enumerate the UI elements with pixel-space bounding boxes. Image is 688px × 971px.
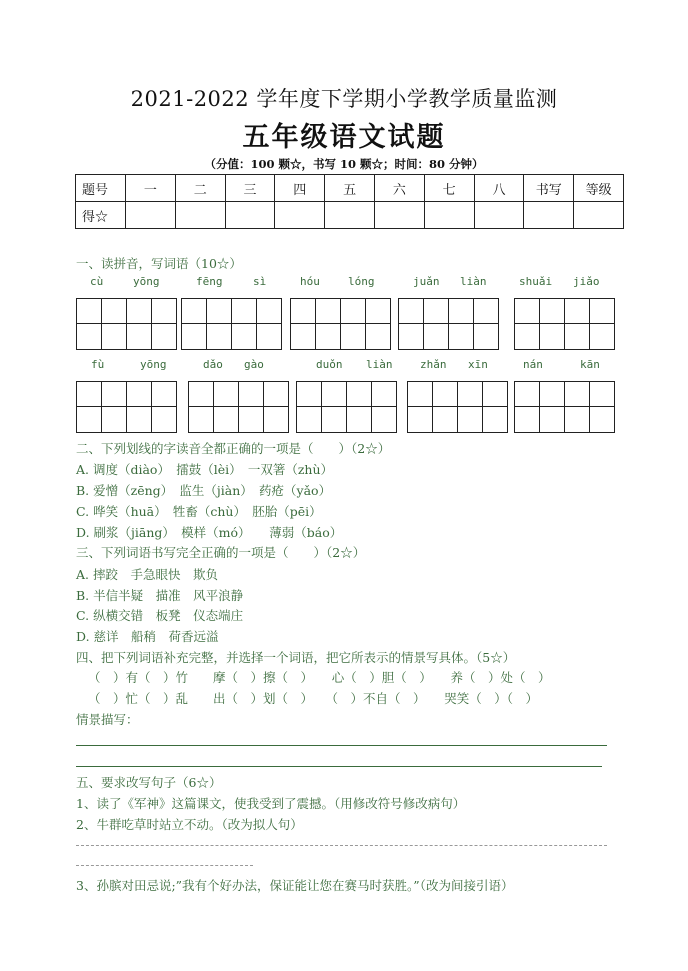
- writing-cell[interactable]: [315, 299, 340, 349]
- section2-title: 二、下列划线的字读音全都正确的一项是（ ）（2☆）: [76, 441, 391, 456]
- score-input-cell[interactable]: [474, 202, 524, 229]
- writing-cell[interactable]: [423, 299, 448, 349]
- writing-cell[interactable]: [371, 382, 396, 432]
- section5-title: 五、要求改写句子（6☆）: [76, 775, 222, 790]
- writing-grid[interactable]: [188, 381, 289, 433]
- writing-grid[interactable]: [514, 298, 615, 350]
- writing-cell[interactable]: [101, 299, 126, 349]
- score-row-label: 得☆: [76, 202, 126, 229]
- writing-cell[interactable]: [213, 382, 238, 432]
- score-input-cell[interactable]: [275, 202, 325, 229]
- section5-question-2: 2、牛群吃草时站立不动。（改为拟人句）: [76, 817, 303, 832]
- pinyin-syllable: yōng: [133, 275, 160, 288]
- writing-cell[interactable]: [589, 299, 614, 349]
- writing-cell[interactable]: [321, 382, 346, 432]
- score-input-cell[interactable]: [424, 202, 474, 229]
- writing-cell[interactable]: [151, 382, 176, 432]
- score-input-cell[interactable]: [524, 202, 574, 229]
- writing-cell[interactable]: [297, 382, 321, 432]
- pinyin-syllable: kān: [580, 358, 600, 371]
- writing-cell[interactable]: [564, 299, 589, 349]
- score-input-cell[interactable]: [325, 202, 375, 229]
- pinyin-syllable: hóu: [300, 275, 320, 288]
- score-table: [75, 174, 624, 229]
- writing-cell[interactable]: [482, 382, 507, 432]
- writing-cell[interactable]: [189, 382, 213, 432]
- score-header-cell: 四: [275, 175, 325, 202]
- writing-cell[interactable]: [515, 299, 539, 349]
- score-table-score-row: [76, 202, 624, 229]
- writing-cell[interactable]: [291, 299, 315, 349]
- score-header-cell: 七: [424, 175, 474, 202]
- writing-cell[interactable]: [182, 299, 206, 349]
- section5-question-1: 1、读了《军神》这篇课文，使我受到了震撼。（用修改符号修改病句）: [76, 796, 466, 811]
- writing-grid[interactable]: [76, 298, 177, 350]
- writing-grid[interactable]: [296, 381, 397, 433]
- writing-cell[interactable]: [77, 299, 101, 349]
- score-input-cell[interactable]: [574, 202, 624, 229]
- score-header-cell: 五: [325, 175, 375, 202]
- pinyin-syllable: lóng: [348, 275, 375, 288]
- pinyin-syllable: fēng: [196, 275, 223, 288]
- pinyin-syllable: yōng: [140, 358, 167, 371]
- writing-grid[interactable]: [398, 298, 499, 350]
- writing-cell[interactable]: [206, 299, 231, 349]
- score-header-cell: 三: [225, 175, 275, 202]
- score-input-cell[interactable]: [175, 202, 225, 229]
- writing-cell[interactable]: [126, 299, 151, 349]
- writing-cell[interactable]: [432, 382, 457, 432]
- pinyin-syllable: liàn: [366, 358, 393, 371]
- writing-grid[interactable]: [514, 381, 615, 433]
- score-input-cell[interactable]: [126, 202, 176, 229]
- pinyin-syllable: nán: [523, 358, 543, 371]
- exam-title: 五年级语文试题: [242, 122, 446, 153]
- writing-cell[interactable]: [473, 299, 498, 349]
- pinyin-syllable: fù: [91, 358, 105, 371]
- writing-cell[interactable]: [126, 382, 151, 432]
- pinyin-syllable: dǎo: [203, 358, 223, 371]
- pinyin-syllable: juǎn: [413, 275, 440, 288]
- section4-title: 四、把下列词语补充完整，并选择一个词语，把它所表示的情景写具体。（5☆）: [76, 650, 516, 665]
- writing-cell[interactable]: [231, 299, 256, 349]
- section5-question-3: 3、孙膑对田忌说;”我有个好办法，保证能让您在赛马时获胜。”（改为间接引语）: [76, 878, 514, 893]
- writing-cell[interactable]: [448, 299, 473, 349]
- score-header-cell: 二: [175, 175, 225, 202]
- answer-line[interactable]: [76, 766, 602, 767]
- answer-line[interactable]: [76, 845, 607, 846]
- pinyin-syllable: cù: [90, 275, 104, 288]
- writing-cell[interactable]: [77, 382, 101, 432]
- section2-option-b[interactable]: B. 爱憎（zēng） 监生（jiàn） 药疮（yǎo）: [76, 483, 332, 498]
- answer-line[interactable]: [76, 865, 253, 866]
- score-header-cell: 一: [126, 175, 176, 202]
- section2-option-c[interactable]: C. 哗笑（huā） 牲畜（chù） 胚胎（pēi）: [76, 504, 322, 519]
- writing-grid[interactable]: [290, 298, 391, 350]
- writing-cell[interactable]: [515, 382, 539, 432]
- section3-option-c[interactable]: C. 纵横交错 板凳 仪态端庄: [76, 608, 244, 623]
- score-header-cell: 题号: [76, 175, 126, 202]
- section3-option-d[interactable]: D. 慈详 船稍 荷香远溢: [76, 629, 219, 644]
- pinyin-syllable: duǒn: [316, 358, 343, 371]
- section2-option-a[interactable]: A. 调度（diào） 擂鼓（lèi） 一双箸（zhù）: [76, 462, 334, 477]
- writing-cell[interactable]: [408, 382, 432, 432]
- writing-cell[interactable]: [589, 382, 614, 432]
- writing-cell[interactable]: [151, 299, 176, 349]
- writing-cell[interactable]: [346, 382, 371, 432]
- score-header-cell: 等级: [574, 175, 624, 202]
- section3-option-a[interactable]: A. 摔跤 手急眼快 欺负: [76, 567, 218, 582]
- writing-cell[interactable]: [564, 382, 589, 432]
- score-header-cell: 八: [474, 175, 524, 202]
- writing-cell[interactable]: [101, 382, 126, 432]
- writing-cell[interactable]: [457, 382, 482, 432]
- writing-grid[interactable]: [181, 298, 282, 350]
- section4-words-line-2[interactable]: （ ）忙（ ）乱 出（ ）划（ ） （ ）不自（ ） 哭笑（ ）（ ）: [88, 691, 539, 706]
- writing-cell[interactable]: [238, 382, 263, 432]
- pinyin-syllable: shuǎi: [519, 275, 553, 288]
- writing-cell[interactable]: [539, 299, 564, 349]
- pinyin-syllable: xīn: [468, 358, 488, 371]
- writing-cell[interactable]: [399, 299, 423, 349]
- answer-line[interactable]: [76, 745, 607, 746]
- pinyin-syllable: gào: [244, 358, 264, 371]
- section4-words-line-1[interactable]: （ ）有（ ）竹 摩（ ）擦（ ） 心（ ）胆（ ） 养（ ）处（ ）: [88, 670, 551, 685]
- score-input-cell[interactable]: [225, 202, 275, 229]
- school-title: 2021-2022 学年度下学期小学教学质量监测: [130, 87, 558, 111]
- pinyin-syllable: sì: [253, 275, 267, 288]
- writing-cell[interactable]: [365, 299, 390, 349]
- section3-option-b[interactable]: B. 半信半疑 描准 风平浪静: [76, 588, 244, 603]
- pinyin-syllable: zhǎn: [420, 358, 447, 371]
- section3-title: 三、下列词语书写完全正确的一项是（ ）（2☆）: [76, 545, 366, 560]
- writing-cell[interactable]: [256, 299, 281, 349]
- section4-scene-label: 情景描写：: [76, 712, 139, 727]
- pinyin-syllable: liàn: [460, 275, 487, 288]
- score-header-cell: 六: [374, 175, 424, 202]
- writing-grid[interactable]: [407, 381, 508, 433]
- writing-cell[interactable]: [340, 299, 365, 349]
- score-table-header-row: [76, 175, 624, 202]
- writing-grid[interactable]: [76, 381, 177, 433]
- score-input-cell[interactable]: [374, 202, 424, 229]
- writing-cell[interactable]: [539, 382, 564, 432]
- score-header-cell: 书写: [524, 175, 574, 202]
- pinyin-syllable: jiǎo: [573, 275, 600, 288]
- section2-option-d[interactable]: D. 刷浆（jiāng） 模样（mó） 薄弱（báo）: [76, 525, 343, 540]
- section1-title: 一、读拼音，写词语（10☆）: [76, 256, 242, 271]
- exam-note: （分值：100 颗☆，书写 10 颗☆；时间：80 分钟）: [204, 157, 484, 171]
- writing-cell[interactable]: [263, 382, 288, 432]
